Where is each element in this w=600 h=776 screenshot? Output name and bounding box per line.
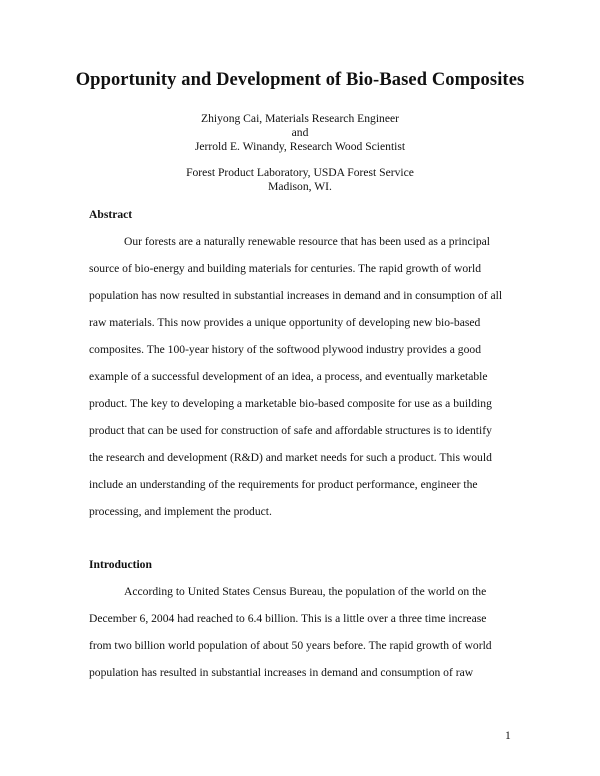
author-conjunction: and — [291, 126, 309, 139]
abstract-line: source of bio-energy and building materials for centuries. The rapid growth of world — [89, 262, 482, 275]
abstract-heading: Abstract — [89, 208, 133, 221]
abstract-line: product that can be used for construction of safe and affordable structures is to identify — [89, 424, 492, 437]
author-line-1: Zhiyong Cai, Materials Research Engineer — [201, 112, 399, 125]
abstract-line: Our forests are a naturally renewable resource that has been used as a principal — [124, 235, 491, 248]
abstract-line: processing, and implement the product. — [89, 505, 272, 518]
introduction-heading: Introduction — [89, 558, 152, 571]
introduction-line: December 6, 2004 had reached to 6.4 billion. This is a little over a three time increase — [89, 612, 487, 625]
affiliation-line-2: Madison, WI. — [268, 180, 332, 193]
author-line-2: Jerrold E. Winandy, Research Wood Scientist — [194, 140, 406, 153]
paper-title: Opportunity and Development of Bio-Based Composites — [75, 70, 525, 90]
introduction-line: from two billion world population of about 50 years before. The rapid growth of world — [89, 639, 492, 652]
introduction-line: population has resulted in substantial increases in demand and consumption of raw — [89, 666, 474, 679]
abstract-line: composites. The 100-year history of the softwood plywood industry provides a good — [89, 343, 481, 356]
abstract-line: the research and development (R&D) and market needs for such a product. This would — [89, 451, 492, 464]
page-number: 1 — [505, 729, 511, 742]
abstract-line: example of a successful development of an idea, a process, and eventually marketable — [89, 370, 488, 383]
introduction-line: According to United States Census Bureau, the population of the world on the — [124, 585, 487, 598]
abstract-line: raw materials. This now provides a unique opportunity of developing new bio-based — [89, 316, 481, 329]
affiliation-line-1: Forest Product Laboratory, USDA Forest Service — [186, 166, 414, 179]
abstract-line: product. The key to developing a marketable bio-based composite for use as a building — [89, 397, 492, 410]
abstract-line: include an understanding of the requirements for product performance, engineer the — [89, 478, 478, 491]
abstract-line: population has now resulted in substantial increases in demand and in consumption of all — [89, 289, 503, 302]
